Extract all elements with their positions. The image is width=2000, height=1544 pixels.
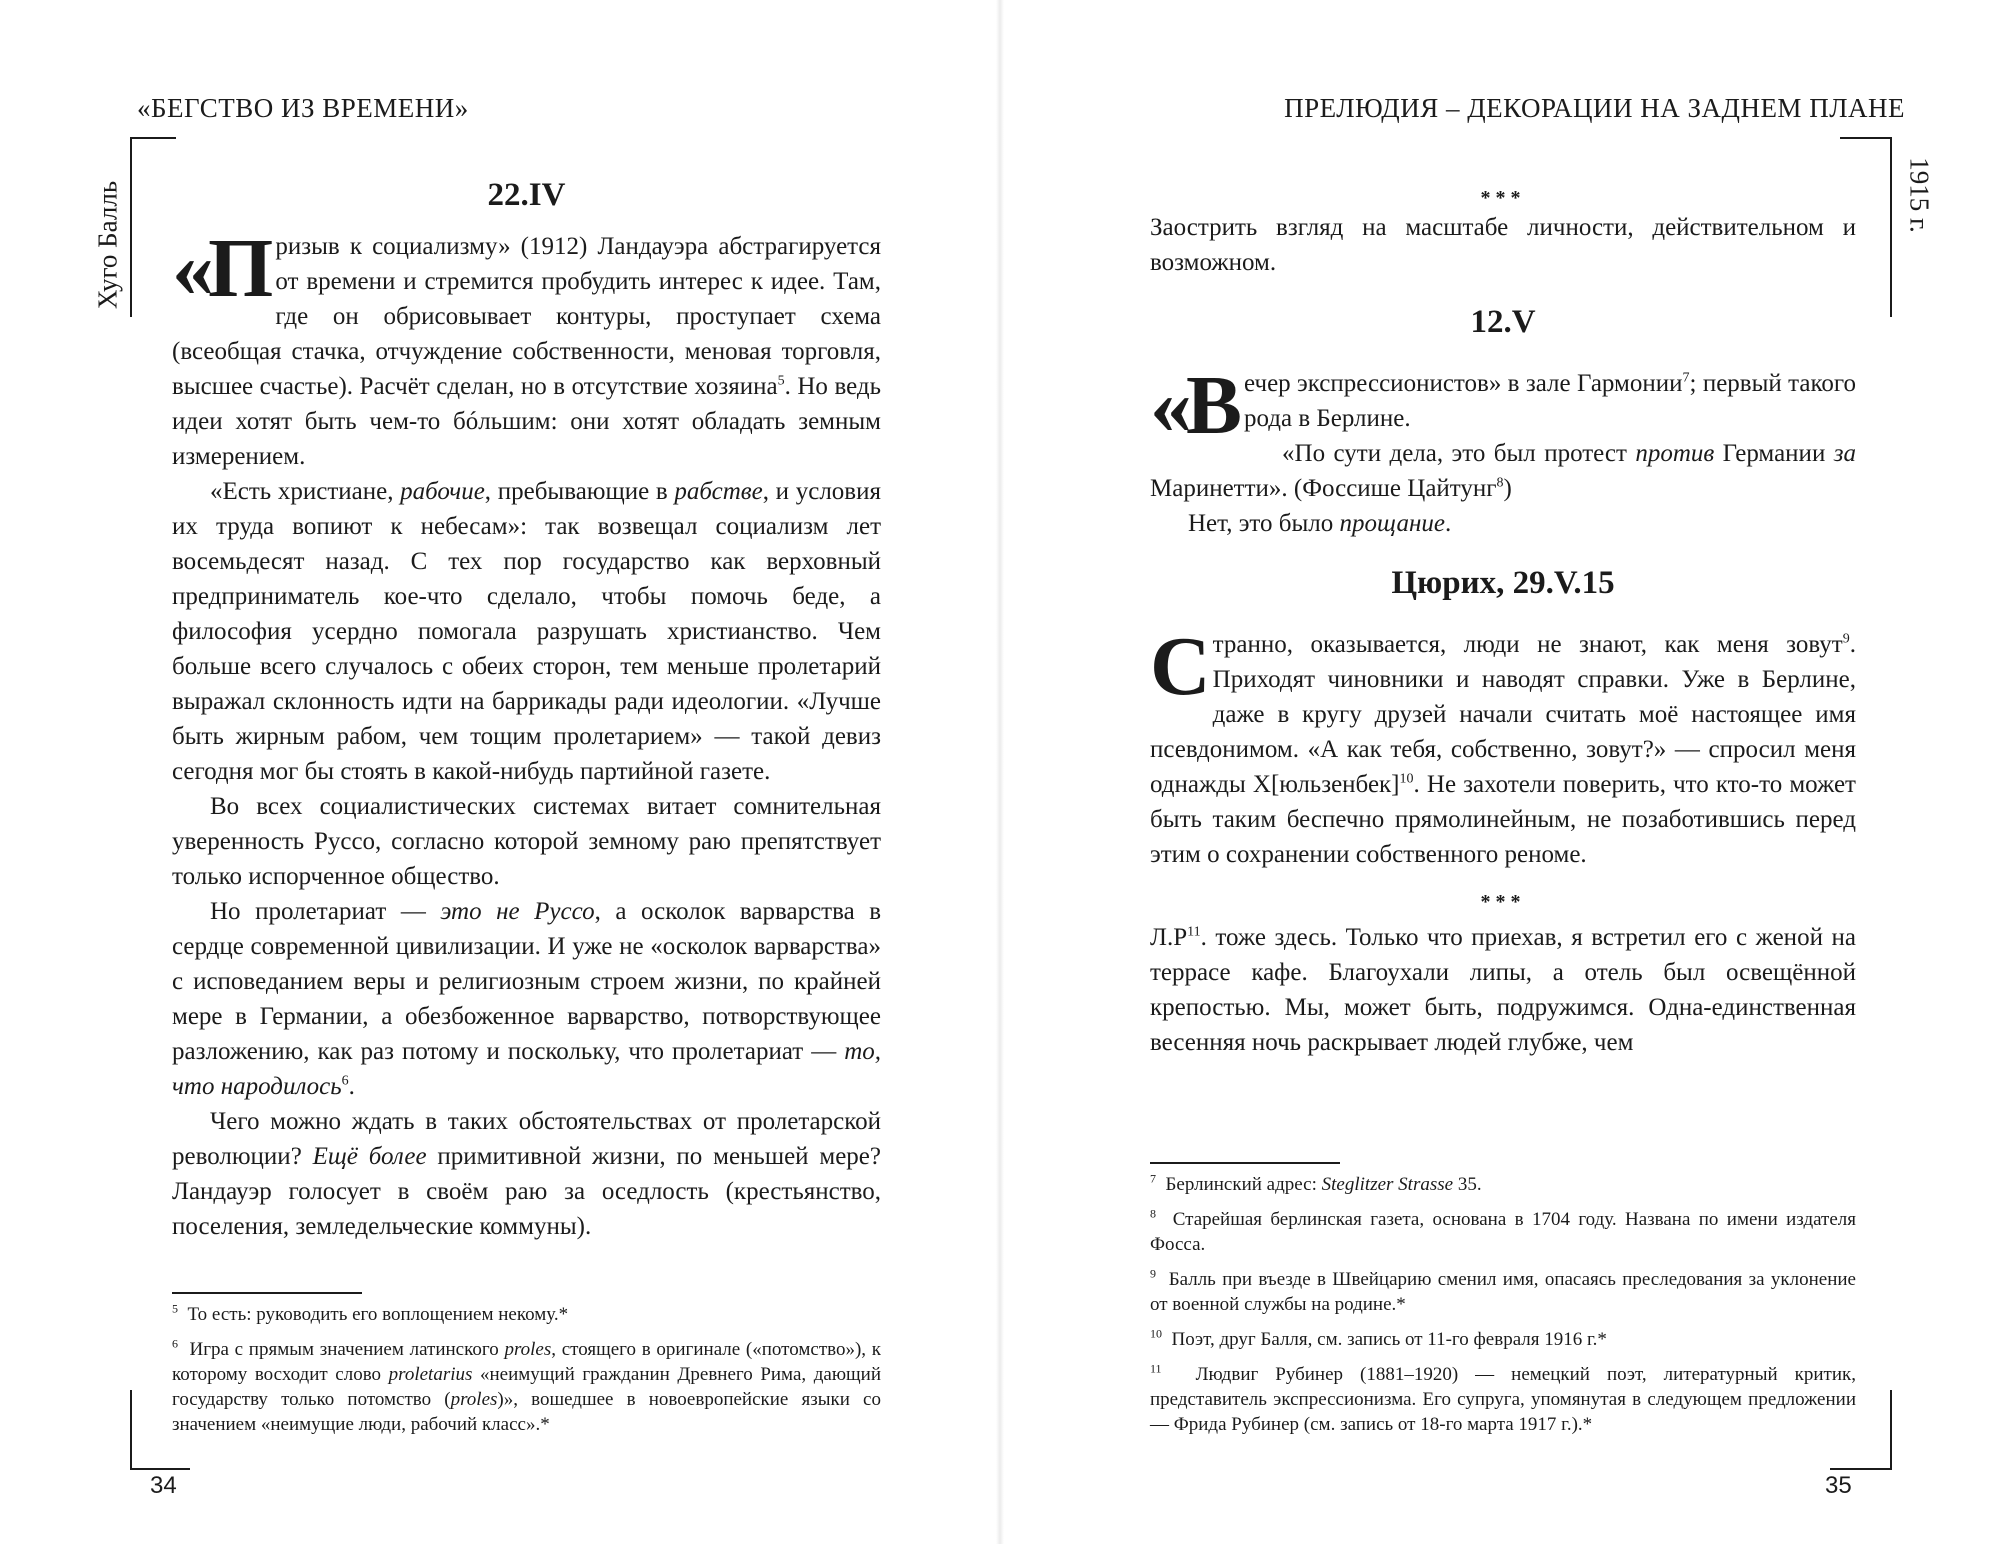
- paragraph: Странно, оказывается, люди не знают, как меня зовут$^9$. Приходят чиновники и наводят справки. Уже в Берлине, даже в кругу друзей начали считать моё настоящее имя псевдонимом. «А как тебя, собственно, зовут?» — спросил меня однажды Х[юльзенбек]$^{10}$. Не захотели поверить, что кто-то может быть таким беспечно прямолинейным, не позаботившись перед этим о сохранении собственного реноме.: [1150, 620, 1856, 868]
- left-footnotes: [172, 1302, 881, 1447]
- footnote-ref: 8: [1496, 475, 1504, 491]
- section-title: Цюрих, 29.V.15: [1391, 565, 1615, 601]
- footnote-ref: 5: [777, 373, 785, 389]
- section-divider-stars: ***: [1480, 891, 1526, 913]
- page-number-right: 35: [1825, 1472, 1852, 1499]
- paragraph: Заострить взгляд на масштабе личности, действительном и возможном.: [1150, 214, 1856, 276]
- year-vertical-label: 1915 г.: [1904, 157, 1935, 233]
- page-number-left: 34: [150, 1472, 177, 1499]
- right-body: [1150, 186, 1856, 1060]
- frame-top-left-v: [130, 137, 132, 317]
- footnote: $^{11}$ Людвиг Рубинер (1881–1920) — немецкий поэт, литературный критик, представитель экспрессионизма. Его супруга, упомянутая в следующем предложении — Фрида Рубинер (см. запись от 18-го марта 1917 г.).*: [1150, 1361, 1856, 1435]
- paragraph: «В ечер экспрессионистов» в зале Гармонии$^7$; первый такого рода в Берлине.: [1150, 359, 1856, 452]
- frame-bottom-right-v: [1890, 1390, 1892, 1470]
- paragraph: «По сути дела, это был протест против Германии за Маринетти». (Фоссише Цайтунг$^8$): [1150, 440, 1857, 502]
- paragraph: $Л.Р^{11}$. тоже здесь. Только что приехав, я встретил его с женой на террасе кафе. Благоухали липы, а отель был освещённой крепостью. Мы, может быть, подружимся. Одна-единственная весенняя ночь раскрывает людей глубже, чем: [1150, 924, 1856, 1056]
- frame-bottom-left-v: [130, 1390, 132, 1470]
- right-footnotes: [1150, 1172, 1856, 1447]
- footnote: $^6$ Игра с прямым значением латинского proles, стоящего в оригинале («потомство»), к которому восходит слово proletarius «неимущий гражданин Древнего Рима, дающий государству только потомство (proles)», вошедшее в новоевропейские языки со значением «неимущие люди, рабочий класс».*: [172, 1336, 882, 1435]
- paragraph: Нет, это было прощание.: [1188, 510, 1452, 537]
- footnote: $^9$ Балль при въезде в Швейцарию сменил имя, опасаясь преследования за уклонение от военной службы на родине.*: [1150, 1266, 1856, 1315]
- paragraph: Чего можно ждать в таких обстоятельствах от пролетарской революции? Ещё более примитивной жизни, по меньшей мере? Ландауэр голосует в своём раю за оседлость (крестьянство, поселения, земледельческие коммуны).: [172, 1108, 881, 1240]
- frame-top-right-h: [1840, 137, 1892, 139]
- footnote-ref: 11: [1187, 924, 1201, 940]
- footnote-ref: 10: [1399, 771, 1414, 787]
- paragraph: Во всех социалистических системах витает сомнительная уверенность Руссо, согласно которой земному раю препятствует только испорченное общество.: [172, 793, 881, 890]
- section-divider-stars: ***: [1480, 187, 1526, 209]
- drop-cap: «П: [172, 222, 268, 315]
- running-header-left: «БЕГСТВО ИЗ ВРЕМЕНИ»: [137, 93, 469, 123]
- frame-bottom-right-h: [1830, 1468, 1892, 1470]
- footnote-rule: [172, 1292, 362, 1294]
- right-page: [1000, 0, 2000, 1544]
- footnote: $^7$ Берлинский адрес: Steglitzer Strasse 35.: [1150, 1171, 1482, 1195]
- footnote: $^{10}$ Поэт, друг Балля, см. запись от 11-го февраля 1916 г.*: [1150, 1326, 1607, 1350]
- left-body: [172, 175, 881, 1244]
- drop-cap: С: [1150, 620, 1205, 713]
- footnote-ref: 7: [1682, 370, 1690, 386]
- section-title: 12.V: [1470, 304, 1536, 340]
- footnote: $^5$ То есть: руководить его воплощением некому.*: [172, 1301, 569, 1325]
- footnote-ref: 6: [341, 1073, 349, 1089]
- running-header-right: ПРЕЛЮДИЯ – ДЕКОРАЦИИ НА ЗАДНЕМ ПЛАНЕ: [1284, 93, 1905, 123]
- paragraph: «Есть христиане, рабочие, пребывающие в рабстве, и условия их труда вопиют к небесам»: так возвещал социализм лет восемьдесят назад. С тех пор государство как верховный предприниматель кое-что сделало, чтобы помочь беде, а философия усердно помогала разрушать христианство. Чем больше всего случалось с обеих сторон, тем меньше пролетарий выражал склонность идти на баррикады ради идеологии. «Лучше быть жирным рабом, чем тощим пролетарием» — такой девиз сегодня мог бы стоять в какой-нибудь партийной газете.: [172, 478, 881, 785]
- frame-bottom-left-h: [130, 1468, 190, 1470]
- footnote: $^8$ Старейшая берлинская газета, основана в 1704 году. Названа по имени издателя Фосса.: [1150, 1206, 1857, 1255]
- drop-cap: «В: [1150, 359, 1237, 452]
- frame-top-right-v: [1890, 137, 1892, 317]
- footnote-rule: [1150, 1162, 1340, 1164]
- paragraph: Но пролетариат — это не Руссо, а осколок варварства в сердце современной цивилизации. И уже не «осколок варварства» с исповеданием веры и религиозным строем жизни, по крайней мере в Германии, а обезбоженное варварство, потворствующее разложению, как раз потому и поскольку, что пролетариат — то, что народилось$^6$.: [172, 898, 881, 1100]
- section-title: 22.IV: [487, 177, 566, 213]
- frame-top-left-h: [130, 137, 176, 139]
- author-vertical-label: Хуго Балль: [92, 180, 123, 310]
- paragraph: «П ризыв к социализму» (1912) Ландауэра абстрагируется от времени и стремится пробудить интерес к идее. Там, где он обрисовывает контуры, проступает схема (всеобщая стачка, отчуждение собственности, меновая торговля, высшее счастье). Расчёт сделан, но в отсутствие хозяина$^5$. Но ведь идеи хотят быть чем-то бóльшим: они хотят обладать земным измерением.: [172, 222, 881, 470]
- footnote-ref: 9: [1842, 631, 1850, 647]
